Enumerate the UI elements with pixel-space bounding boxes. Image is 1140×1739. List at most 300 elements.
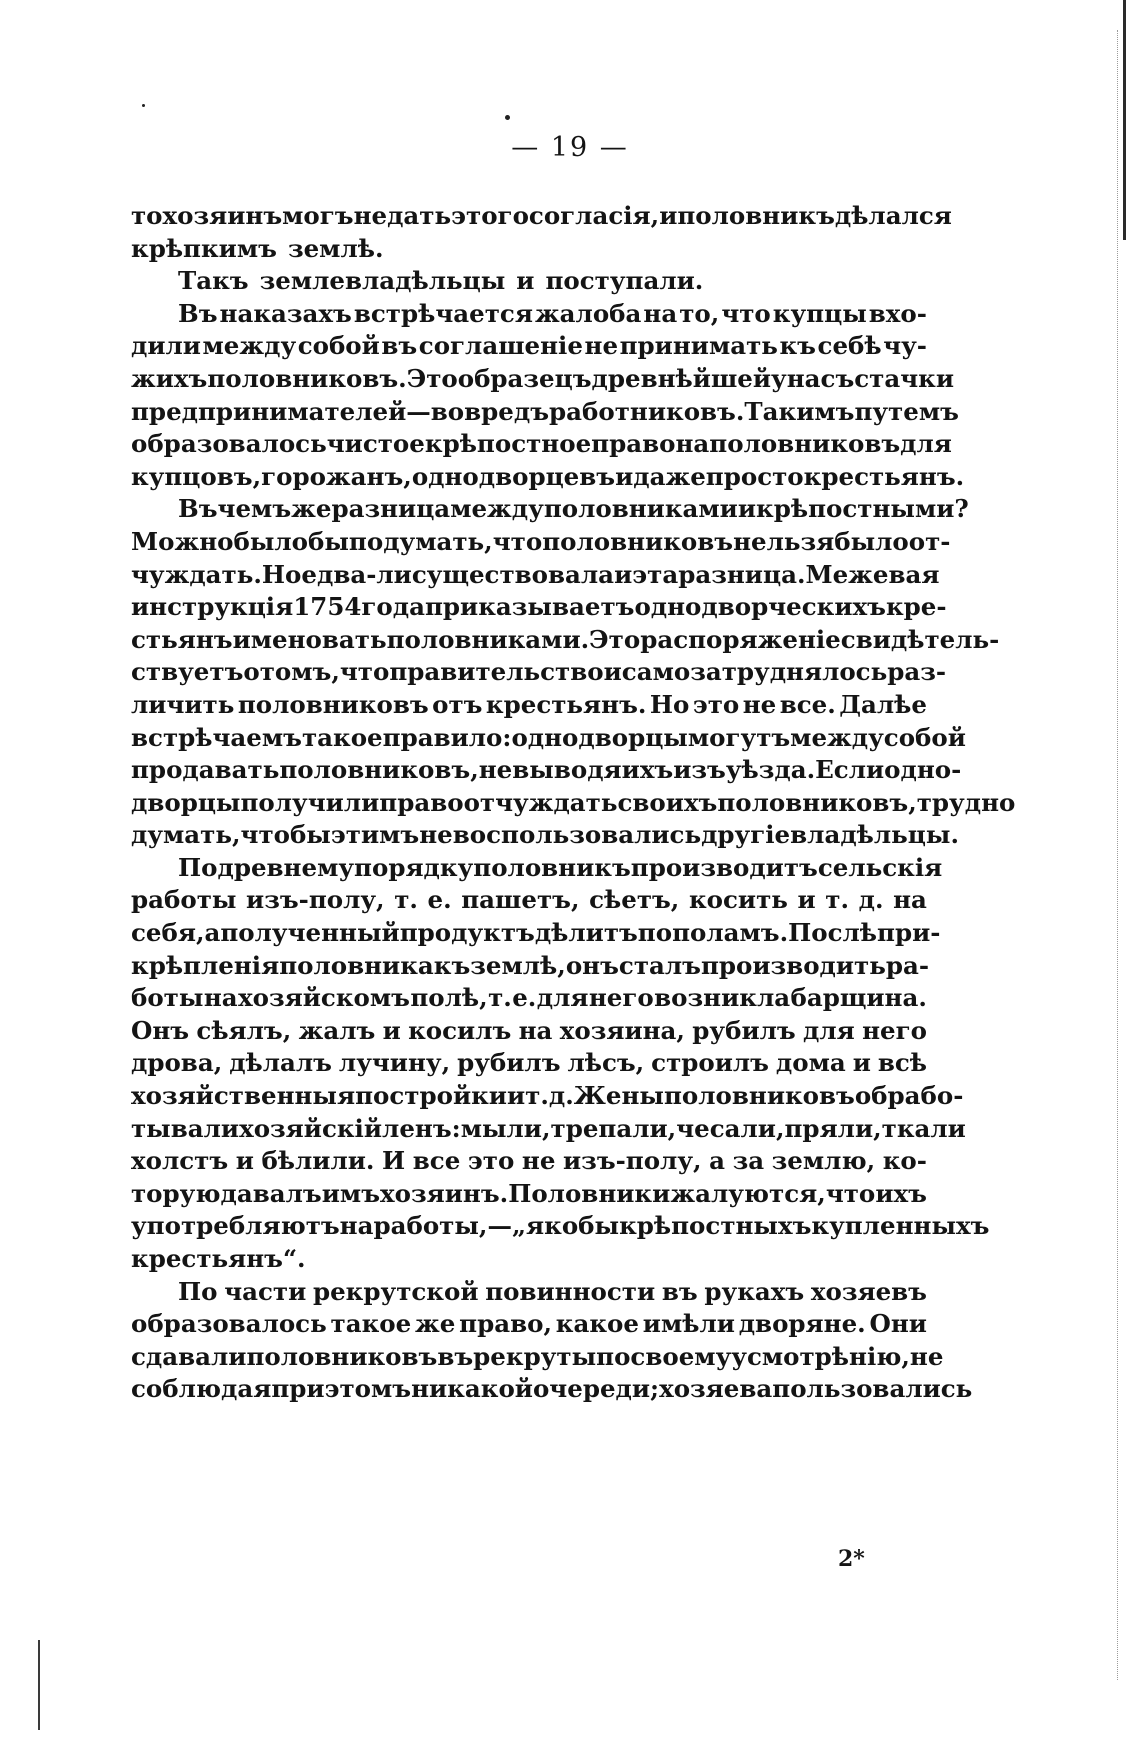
text-line [131,461,965,494]
text-line [131,526,951,559]
word: хозяевъ [810,1276,927,1306]
word: образовалось [131,1309,327,1339]
word: косить [688,885,788,915]
word: сталъ [618,950,701,980]
word: между [450,494,544,524]
word: этого [451,201,529,230]
word: хозяинъ. [380,1178,509,1208]
word: было [233,526,309,556]
signature-mark: 2* [838,1546,865,1572]
word: между [790,722,884,752]
word: крѣпостныхъ [619,1211,812,1241]
word: на [893,885,927,915]
word: на [643,298,678,328]
word: землю, [771,1146,876,1176]
word: уѣзда. [725,755,816,785]
word: ко- [882,1146,927,1176]
word: половниковъ. [207,363,407,393]
word: себя, [131,918,205,948]
text-line [131,559,940,592]
word: Межевая [805,559,940,589]
word: что [339,657,390,687]
word: такое [301,722,383,752]
word: и [797,885,816,915]
text-line [131,1113,966,1146]
word: д. [858,885,884,915]
word: томъ, [259,657,340,687]
word: было [834,526,909,556]
word: части [224,1276,307,1306]
page-number: — 19 — [511,132,629,163]
text-line [131,1276,927,1309]
word: крѣпленія [131,950,280,980]
word: что [825,1178,876,1208]
scan-edge-mark [38,1640,40,1730]
word: Это [589,624,641,654]
word: половниками. [386,624,590,654]
word: что [492,526,543,556]
text-line [131,298,927,331]
word: то [131,201,163,230]
text-line [131,819,959,852]
word: этомъ [324,1374,412,1404]
word: Если [815,755,885,785]
word: торую [131,1178,221,1208]
word: рукахъ [704,1276,805,1306]
word: для [803,1015,855,1045]
word: своему [630,1341,732,1371]
word: землевладѣльцы [259,266,506,296]
word: По [178,852,218,882]
word: бѣлили. [261,1146,375,1176]
word: крѣпостное [424,429,592,459]
word: образовалось [131,429,327,459]
body-text [131,200,1016,1406]
word: имъ [321,1178,380,1208]
word: какое [555,1309,639,1339]
word: д. [548,1081,574,1111]
word: при- [877,918,941,948]
text-line [131,330,927,363]
word: правило: [382,722,512,752]
word: предпринимателей—во [131,396,465,426]
word: не [521,1146,556,1176]
word: въ [437,1341,474,1371]
word: чтобы [240,820,331,850]
word: Можно [131,526,234,556]
scan-speck [505,115,510,120]
word: пользовались [772,1374,973,1404]
word: холстъ [131,1146,229,1176]
word: по [596,1341,631,1371]
word: что [721,298,771,328]
word: на [339,1211,374,1241]
word: разница. [678,559,806,589]
word: а [709,1146,725,1176]
word: Но [261,559,302,589]
word: чемъ [217,494,292,524]
word: и [615,461,634,491]
word: ствуетъ [131,657,244,687]
word: дворяне. [738,1309,866,1339]
word: него [862,1015,927,1045]
word: купленныхъ [811,1211,990,1241]
text-line [131,1047,927,1080]
word: крѣпкимъ [131,233,277,263]
text-line [131,396,959,429]
word: могъ [282,201,354,230]
word: половниковъ [237,689,429,719]
word: на [203,983,238,1013]
word: не [742,689,777,719]
word: строилъ [651,1048,769,1078]
word: на [518,1015,553,1045]
word: на [675,429,710,459]
word: года [361,592,425,622]
word: вхо- [868,298,927,328]
word: изъ-полу, [563,1146,702,1176]
word: соблюдая [131,1374,272,1404]
word: къ [433,950,471,980]
word: полученный [220,918,400,948]
word: Такимъ [744,396,855,426]
word: пополамъ. [637,918,789,948]
word: лучину, [338,1048,451,1078]
word: подумать, [348,526,493,556]
word: образецъ [457,363,592,393]
word: дѣлалъ [229,1048,332,1078]
word: работы [131,885,237,915]
text-line [131,1210,990,1243]
word: землѣ. [287,233,384,263]
word: производитъ [630,852,818,882]
word: е. [427,885,452,915]
word: наказахъ [219,298,352,328]
word: купцы [772,298,867,328]
word: насъ [786,363,855,393]
word: Но [649,689,690,719]
word: дѣлитъ [534,918,638,948]
word: думать, [131,820,241,850]
text-line [131,884,927,917]
word: а [204,918,221,948]
word: же [291,494,332,524]
word: существовала [411,559,615,589]
text-line [131,1341,944,1374]
word: Въ [178,298,218,328]
word: отъ [432,689,483,719]
word: очереди; [532,1374,660,1404]
word: изъ-полу, [246,885,385,915]
word: отчуждать [463,787,618,817]
word: же [415,1309,456,1339]
word: раз- [887,657,947,687]
text-line [131,265,927,298]
word: чуждать. [131,559,262,589]
word: жихъ [131,363,208,393]
text-line [131,1373,973,1406]
text-line [131,591,947,624]
word: за [732,1146,765,1176]
word: работы,—„якобы [373,1211,620,1241]
word: собой [883,722,966,752]
word: ленъ: [382,1113,461,1143]
word: Далѣе [839,689,927,719]
word: все [412,1146,461,1176]
text-line [131,1308,927,1341]
text-line [131,1080,964,1113]
text-line [131,656,947,689]
text-line [131,917,941,950]
word: и [603,657,622,687]
word: порядку [354,852,474,882]
word: получили [240,787,380,817]
text-line [131,1178,927,1211]
word: не [353,201,388,230]
word: лѣсъ, [567,1048,645,1078]
word: изъ [673,755,726,785]
word: трудно [916,787,1016,817]
word: него [588,983,654,1013]
word: хозяйственныя [131,1081,356,1111]
word: личить [131,689,235,719]
word: мыли, [460,1113,551,1143]
word: жалоба [534,298,642,328]
word: купцовъ, [131,461,262,491]
word: бы [308,526,349,556]
word: пряли, [784,1113,882,1143]
word: рекрутской [312,1276,479,1306]
word: правительство [389,657,604,687]
word: владѣльцы. [790,820,959,850]
word: боты [131,983,204,1013]
word: стачки [854,363,955,393]
word: и [614,559,633,589]
word: соглашеніе [418,331,583,361]
word: древнему [217,852,355,882]
word: между [202,331,297,361]
word: принимать [619,331,778,361]
word: дома [775,1048,846,1078]
word: производить [700,950,886,980]
word: обрабо- [854,1081,964,1111]
word: половниковъ [663,1081,855,1111]
word: для [900,429,952,459]
word: пашетъ, [461,885,580,915]
text-line [131,950,930,983]
word: крестьянъ. [485,689,647,719]
word: ткали [881,1113,966,1143]
text-line [131,982,927,1015]
word: от- [908,526,951,556]
word: И [382,1146,406,1176]
word: е. [512,983,537,1013]
word: половниками [543,494,738,524]
text-line [131,754,962,787]
word: древнѣйшей [591,363,772,393]
word: и [659,201,678,230]
word: встрѣчается [353,298,533,328]
word: однодворцевъ [411,461,616,491]
word: и [235,1146,254,1176]
text-line [131,200,952,233]
word: половниковъ [542,526,734,556]
text-line [131,722,966,755]
word: имѣли [642,1309,735,1339]
word: и [737,494,757,524]
text-line [131,852,943,885]
word: въ [661,1276,698,1306]
word: согласія, [528,201,660,230]
word: затруднялось [690,657,888,687]
word: вредъ [464,396,550,426]
word: ихъ [875,1178,927,1208]
word: продуктъ [399,918,535,948]
text-line [131,689,927,722]
word: собой [297,331,380,361]
word: рубилъ [692,1015,796,1045]
word: не [478,755,513,785]
word: этимъ [330,820,420,850]
word: горожанъ, [261,461,412,491]
word: эта [632,559,679,589]
word: однодворческихъ [634,592,886,622]
word: землѣ, [470,950,566,980]
word: Послѣ [788,918,878,948]
word: то, [679,298,720,328]
word: хозяйскомъ [238,983,410,1013]
word: дать [387,201,452,230]
word: дили [131,331,201,361]
word: право, [459,1309,552,1339]
word: при [271,1374,325,1404]
word: все. [779,689,836,719]
word: никакой [411,1374,533,1404]
word: такое [330,1309,412,1339]
word: хозяинъ [162,201,283,230]
word: Это [406,363,458,393]
word: усмотрѣнію, [731,1341,910,1371]
word: сѣетъ, [589,885,680,915]
word: выводя [512,755,622,785]
word: воспользовались [452,820,702,850]
word: 1754 [293,592,362,622]
word: хозяева [659,1374,773,1404]
word: одно- [884,755,962,785]
scan-edge-mark [1123,0,1126,240]
word: поступали. [545,266,704,296]
word: Жены [573,1081,664,1111]
text-line [131,787,1016,820]
word: тывали [131,1113,240,1143]
word: приказываетъ [424,592,635,622]
word: ра- [885,950,930,980]
word: и [852,1048,871,1078]
word: стьянъ [131,624,233,654]
scan-edge-dotted-mark [1116,30,1118,1680]
word: хозяина, [559,1015,685,1045]
word: крестьянъ. [803,461,965,491]
word: всѣ [877,1048,927,1078]
word: Такъ [178,266,249,296]
word: т. [394,885,418,915]
word: своихъ [617,787,718,817]
word: жалуются, [670,1178,826,1208]
word: т. [488,983,512,1013]
text-line [131,428,952,461]
text-line [131,1145,927,1178]
word: чу- [883,331,927,361]
word: едва-ли [301,559,412,589]
word: т. [825,885,849,915]
word: свидѣтель- [840,624,1000,654]
word: не [419,820,453,850]
word: и [506,1081,526,1111]
word: половникъ [677,201,835,230]
word: барщина. [790,983,927,1013]
word: къ [779,331,816,361]
word: крѣпостными? [756,494,969,524]
text-line [131,1243,927,1276]
word: разница [331,494,451,524]
word: рубилъ [457,1048,561,1078]
word: половниковъ [709,429,901,459]
word: однодворцы [511,722,688,752]
word: рекруты [473,1341,597,1371]
word: не [909,1341,944,1371]
word: и [516,266,535,296]
word: сельскія [817,852,943,882]
word: половниковъ [246,1341,438,1371]
word: нельзя [733,526,835,556]
word: дворцы [131,787,241,817]
word: половника [279,950,434,980]
word: половникъ [473,852,631,882]
word: постройки [355,1081,507,1111]
word: другіе [701,820,791,850]
word: половниковъ, [717,787,917,817]
word: давалъ [220,1178,322,1208]
word: именовать [232,624,387,654]
word: работниковъ. [549,396,745,426]
word: Онъ [131,1015,190,1045]
text-line [131,1015,927,1048]
word: это [692,689,740,719]
word: себѣ [817,331,882,361]
word: для [536,983,589,1013]
word: само [621,657,691,687]
word: кре- [885,592,947,622]
word: хозяйскій [239,1113,383,1143]
word: у [771,363,787,393]
word: Они [869,1309,927,1339]
word: чесали, [676,1113,785,1143]
scan-speck [142,104,145,107]
word: встрѣчаемъ [131,722,302,752]
word: право [379,787,464,817]
word: въ [381,331,418,361]
word: онъ [565,950,619,980]
word: продавать [131,755,280,785]
text-line [131,363,955,396]
word: дѣлался [834,201,952,230]
word: о [243,657,260,687]
text-line [131,233,927,266]
word: не [584,331,619,361]
word: Въ [178,494,218,524]
word: Половники [508,1178,671,1208]
word: употребляютъ [131,1211,340,1241]
